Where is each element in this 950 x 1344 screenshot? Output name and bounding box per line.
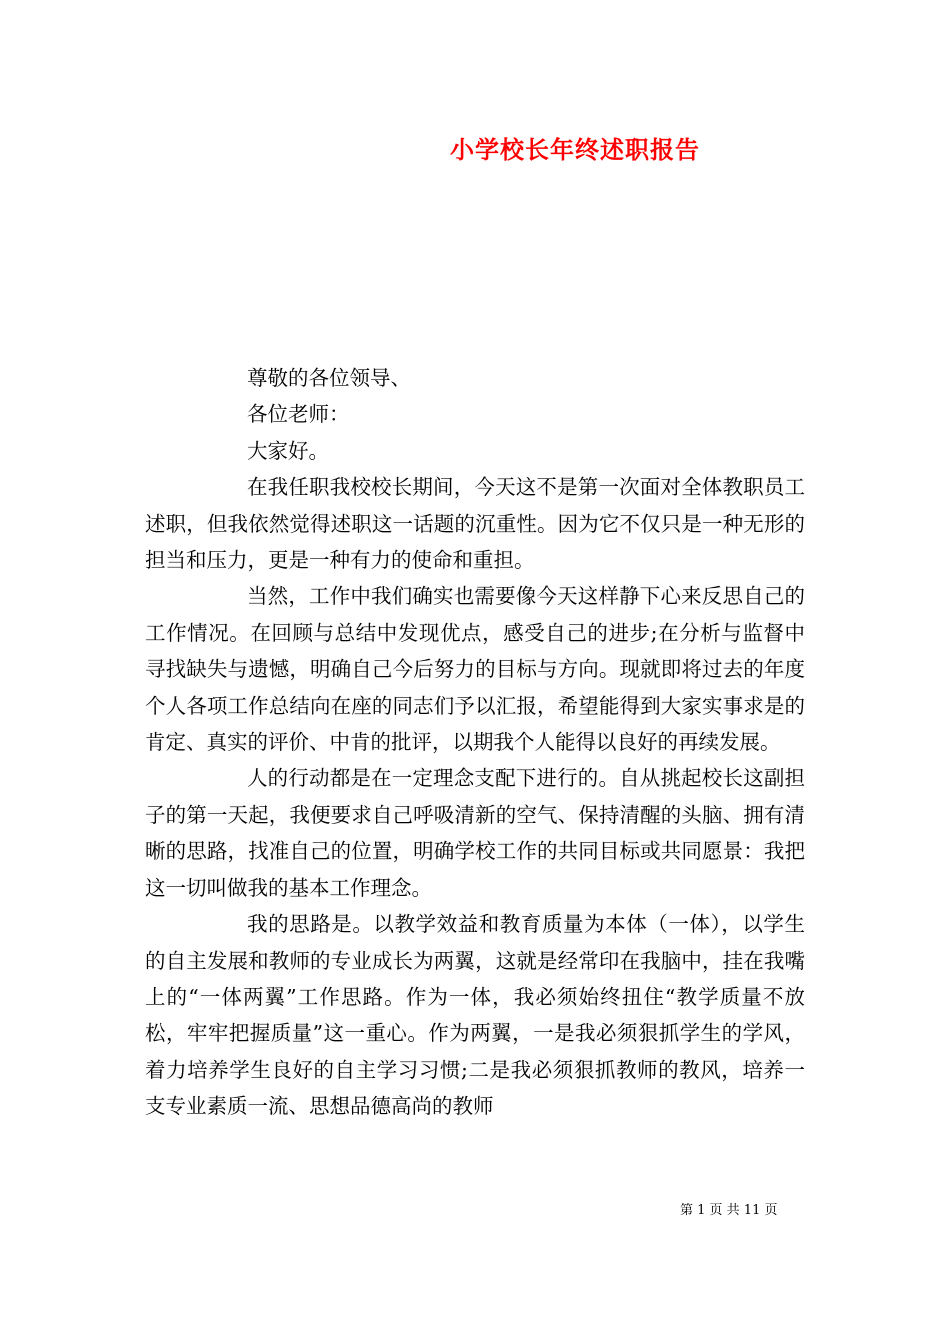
salutation-line: 尊敬的各位领导、	[247, 366, 411, 390]
body-paragraph: 我的思路是。以教学效益和教育质量为本体（一体），以学生的自主发展和教师的专业成长为两翼，这就是经常印在我脑中，挂在我嘴上的“一体两翼”工作思路。作为一体，我必须始终扭住“教学质量不放松，牢牢把握质量”这一重心。作为两翼，一是我必须狠抓学生的学风，着力培养学生良好的自主学习习惯;二是我必须狠抓教师的教风，培养一支专业素质一流、思想品德高尚的教师	[145, 912, 805, 1119]
salutation-line: 各位老师：	[247, 402, 350, 427]
body-paragraph: 人的行动都是在一定理念支配下进行的。自从挑起校长这副担子的第一天起，我便要求自己呼吸清新的空气、保持清醒的头脑、拥有清晰的思路，找准自己的位置，明确学校工作的共同目标或共同愿景：我把这一切叫做我的基本工作理念。	[145, 766, 805, 900]
body-paragraph: 在我任职我校校长期间，今天这不是第一次面对全体教职员工述职，但我依然觉得述职这一话题的沉重性。因为它不仅只是一种无形的担当和压力，更是一种有力的使命和重担。	[145, 475, 805, 573]
document-body	[145, 360, 805, 1125]
document-title: 小学校长年终述职报告	[450, 135, 700, 164]
body-paragraph: 当然，工作中我们确实也需要像今天这样静下心来反思自己的工作情况。在回顾与总结中发现优点，感受自己的进步;在分析与监督中寻找缺失与遗憾，明确自己今后努力的目标与方向。现就即将过去的年度个人各项工作总结向在座的同志们予以汇报，希望能得到大家实事求是的肯定、真实的评价、中肯的批评，以期我个人能得以良好的再续发展。	[145, 584, 805, 755]
salutation-line: 大家好。	[247, 438, 329, 463]
page-number-footer: 第 1 页 共 11 页	[680, 1203, 778, 1218]
